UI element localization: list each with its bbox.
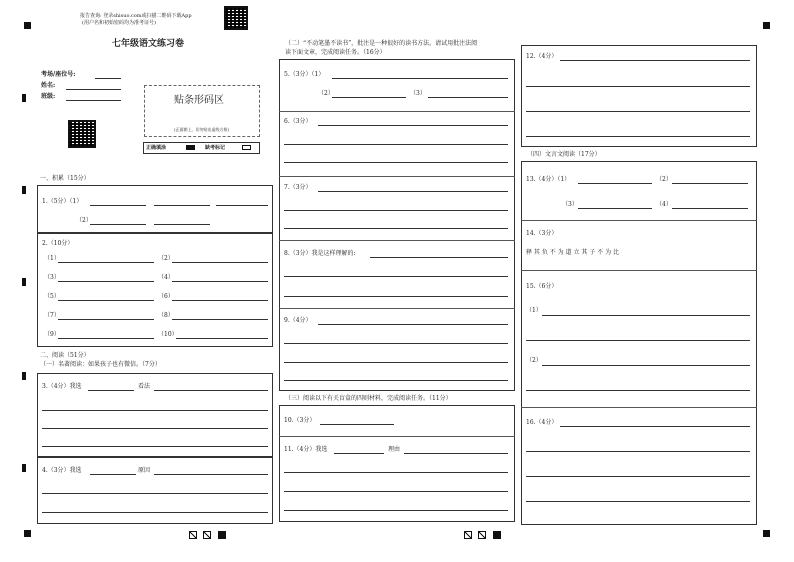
question-label: 4.（3分）我选 [42, 467, 82, 474]
answer-box-q5-9 [279, 59, 515, 391]
answer-line[interactable] [172, 300, 268, 301]
answer-box-q1 [37, 185, 273, 233]
divider [279, 240, 515, 241]
answer-line[interactable] [176, 338, 268, 339]
question-label: 1.（5分）（1） [42, 198, 83, 205]
answer-line[interactable] [526, 476, 750, 477]
question-label: 10.（3分） [284, 417, 316, 424]
side-mark [22, 186, 26, 194]
page-title: 七年级语文练习卷 [112, 39, 185, 49]
answer-line[interactable] [284, 162, 508, 163]
absent-mark-label: 缺考标记 [205, 145, 226, 151]
barcode-note: (正面朝上，切勿贴出虚线方框) [174, 127, 230, 132]
question-label: 13.（4分）（1） [526, 176, 571, 183]
corner-mark [763, 22, 770, 29]
answer-line[interactable] [332, 78, 508, 79]
answer-line[interactable] [154, 224, 210, 225]
answer-line[interactable] [284, 276, 508, 277]
answer-line[interactable] [526, 390, 750, 391]
question-label: （2） [318, 90, 334, 97]
question-label: 14.（3分） [526, 230, 558, 237]
corner-mark [763, 530, 770, 537]
name-label: 姓名: [41, 82, 56, 89]
answer-line[interactable] [332, 97, 406, 98]
page-marker [464, 531, 472, 539]
answer-line[interactable] [88, 390, 134, 391]
answer-line[interactable] [58, 319, 154, 320]
answer-line[interactable] [428, 97, 508, 98]
item-label: （5） [44, 293, 60, 300]
divider [521, 220, 757, 221]
question-label: 8.（3分）我是这样理解的: [284, 250, 356, 257]
answer-line[interactable] [578, 183, 652, 184]
barcode-label: 贴条形码区 [174, 95, 224, 106]
question-label: （2） [76, 217, 92, 224]
section-intro: （二）“不动笔墨不读书”，批注是一种很好的读书方法。请试用批注法阅 [285, 40, 478, 47]
absent-mark-box[interactable] [242, 145, 251, 150]
answer-line[interactable] [42, 446, 268, 447]
side-mark [22, 464, 26, 472]
question-label: （2） [526, 357, 542, 364]
question-label: 理由 [388, 446, 401, 453]
answer-line[interactable] [404, 453, 508, 454]
answer-line[interactable] [284, 210, 508, 211]
page-marker [493, 531, 501, 539]
page-marker [218, 531, 226, 539]
item-label: （1） [44, 255, 60, 262]
answer-line[interactable] [284, 472, 508, 473]
item-label: （2） [158, 255, 174, 262]
answer-line[interactable] [542, 315, 750, 316]
divider [279, 176, 515, 177]
question-label: （2） [656, 176, 672, 183]
question-label: 7.（3分） [284, 184, 312, 191]
name-field[interactable] [66, 89, 121, 90]
answer-line[interactable] [42, 512, 268, 513]
question-label: （3） [562, 201, 578, 208]
question-label: 11.（4分）我选 [284, 446, 328, 453]
classical-sentence: 释 其 负 不 为 道 立 其 子 不 为 比 [526, 249, 619, 256]
corner-mark [24, 22, 31, 29]
answer-line[interactable] [216, 205, 268, 206]
correct-fill-sample [186, 145, 195, 150]
qr-code [224, 6, 248, 30]
class-label: 班级: [41, 93, 56, 100]
page-marker [203, 531, 211, 539]
page-marker [189, 531, 197, 539]
answer-line[interactable] [42, 410, 268, 411]
answer-line[interactable] [58, 281, 154, 282]
answer-line[interactable] [318, 191, 508, 192]
section-title: （三）阅读以下有关盲盒的四则材料，完成阅读任务。（11分） [285, 395, 452, 402]
answer-line[interactable] [42, 428, 268, 429]
subsection-title: （一）名著阅读：如果孩子也有微信。（7分） [40, 361, 161, 368]
question-label: 原因 [138, 467, 151, 474]
answer-line[interactable] [578, 208, 652, 209]
answer-line[interactable] [542, 365, 750, 366]
answer-line[interactable] [284, 228, 508, 229]
answer-line[interactable] [58, 262, 154, 263]
answer-line[interactable] [284, 491, 508, 492]
answer-line[interactable] [318, 125, 508, 126]
answer-line[interactable] [172, 262, 268, 263]
answer-line[interactable] [42, 493, 268, 494]
exam-seat-field[interactable] [95, 78, 121, 79]
question-label: 12.（4分） [526, 53, 558, 60]
question-label: 5.（3分）（1） [284, 71, 325, 78]
divider [521, 270, 757, 271]
divider [279, 111, 515, 112]
answer-line[interactable] [172, 281, 268, 282]
corner-mark [24, 530, 31, 537]
answer-line[interactable] [318, 324, 508, 325]
answer-line[interactable] [284, 510, 508, 511]
class-field[interactable] [66, 100, 121, 101]
question-label: 2.（10分） [42, 240, 74, 247]
answer-line[interactable] [370, 257, 508, 258]
question-label: （1） [526, 307, 542, 314]
section-title: （四）文言文阅读（17分） [527, 151, 601, 158]
divider [521, 407, 757, 408]
answer-line[interactable] [90, 474, 136, 475]
question-label: 6.（3分） [284, 118, 312, 125]
answer-line[interactable] [284, 144, 508, 145]
answer-line[interactable] [526, 451, 750, 452]
answer-line[interactable] [334, 453, 384, 454]
section-title: 一、积累（15分） [40, 175, 90, 182]
side-mark [22, 372, 26, 380]
notice-line1: 报告查询: 登录shisuo.com或扫描二维码下载App [80, 13, 192, 19]
correct-fill-label: 正确填涂 [146, 145, 167, 151]
answer-box-q13-16 [521, 161, 757, 525]
answer-line[interactable] [172, 319, 268, 320]
item-label: （3） [44, 274, 60, 281]
notice-line2: (用户名和初始密码均为准考证号) [82, 20, 156, 26]
answer-line[interactable] [284, 362, 508, 363]
question-label: 15.（6分） [526, 283, 558, 290]
answer-line[interactable] [154, 205, 210, 206]
item-label: （4） [158, 274, 174, 281]
question-label: 16.（4分） [526, 419, 558, 426]
section-title: 二、阅读（51分） [40, 352, 90, 359]
answer-line[interactable] [526, 340, 750, 341]
answer-line[interactable] [526, 136, 750, 137]
answer-line[interactable] [526, 501, 750, 502]
divider [279, 308, 515, 309]
question-label: 9.（4分） [284, 317, 312, 324]
question-label: 3.（4分）我选 [42, 383, 82, 390]
section-intro: 读下面文章，完成阅读任务。（16分） [285, 49, 386, 56]
qr-code [68, 120, 96, 148]
answer-line[interactable] [90, 224, 146, 225]
answer-line[interactable] [154, 390, 268, 391]
question-label: 看法 [138, 383, 151, 390]
page-marker [478, 531, 486, 539]
answer-line[interactable] [672, 183, 748, 184]
side-mark [22, 94, 26, 102]
side-mark [22, 278, 26, 286]
exam-seat-label: 考场/座位号: [41, 71, 76, 78]
item-label: （8） [158, 312, 174, 319]
item-label: （9） [44, 331, 60, 338]
answer-line[interactable] [672, 208, 748, 209]
item-label: （6） [158, 293, 174, 300]
answer-box-q2 [37, 233, 273, 347]
answer-line[interactable] [320, 424, 394, 425]
answer-line[interactable] [90, 205, 146, 206]
answer-line[interactable] [284, 343, 508, 344]
question-label: （3） [410, 90, 426, 97]
answer-line[interactable] [284, 296, 508, 297]
answer-line[interactable] [58, 300, 154, 301]
item-label: （7） [44, 312, 60, 319]
answer-line[interactable] [58, 338, 154, 339]
answer-line[interactable] [284, 380, 508, 381]
answer-line[interactable] [560, 60, 750, 61]
answer-line[interactable] [154, 474, 268, 475]
answer-line[interactable] [526, 111, 750, 112]
answer-line[interactable] [560, 426, 750, 427]
divider [279, 436, 515, 437]
answer-line[interactable] [526, 86, 750, 87]
question-label: （4） [656, 201, 672, 208]
item-label: （10） [158, 331, 178, 338]
